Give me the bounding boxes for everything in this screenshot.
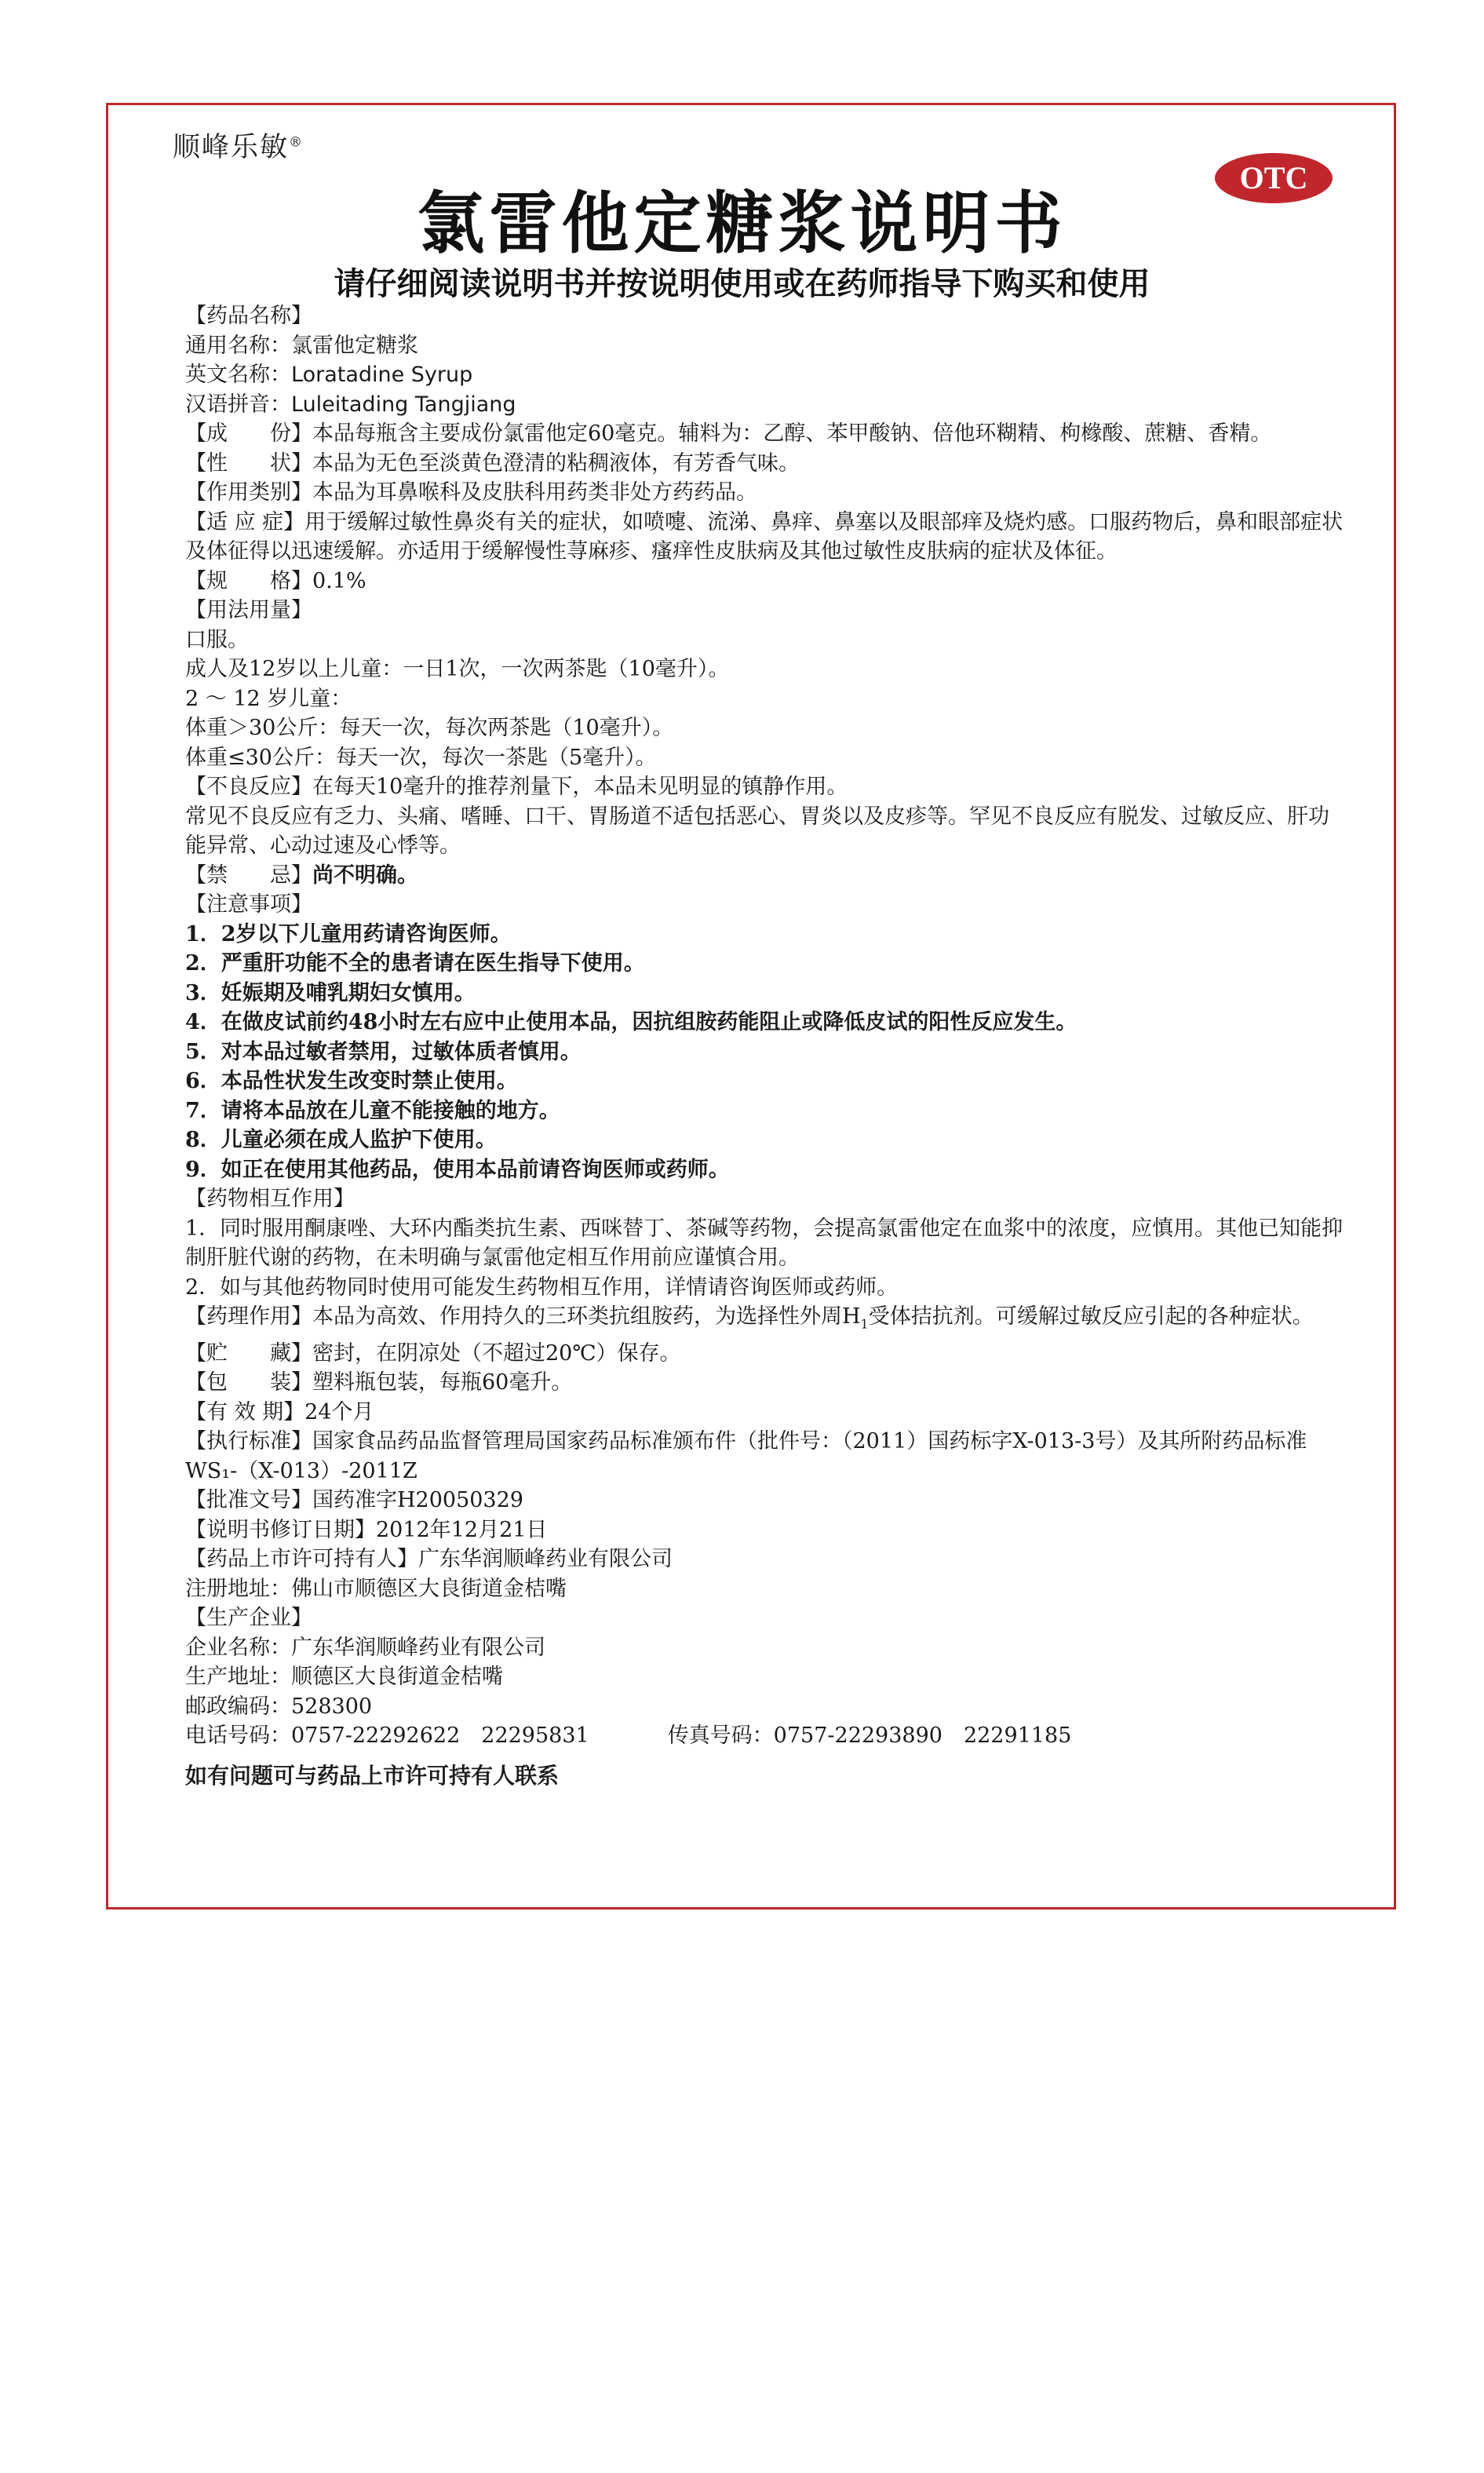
contact-row bbox=[185, 1721, 1347, 1751]
usage-warning: 请仔细阅读说明书并按说明使用或在药师指导下购买和使用 bbox=[334, 265, 1150, 302]
postal-code: 邮政编码：528300 bbox=[185, 1694, 373, 1719]
standard-row bbox=[185, 1427, 1347, 1486]
spec-label: 【规 格】 bbox=[185, 568, 312, 593]
package-row bbox=[185, 1368, 1347, 1398]
category-row bbox=[185, 478, 1347, 508]
standard-text: 国家食品药品监督管理局国家药品标准颁布件（批件号：（2011）国药标字X-013-3号）及其所附药品标准WS₁-（X-013）-2011Z bbox=[185, 1429, 1307, 1483]
approval-label: 【批准文号】 bbox=[185, 1488, 312, 1513]
precaution-item: 2．严重肝功能不全的患者请在医生指导下使用。 bbox=[185, 951, 645, 976]
precaution-item: 9．如正在使用其他药品，使用本品前请咨询医师或药师。 bbox=[185, 1157, 730, 1182]
usage-line: 2 ～ 12 岁儿童： bbox=[185, 686, 352, 711]
package-label: 【包 装】 bbox=[185, 1370, 312, 1395]
precaution-item: 6．本品性状发生改变时禁止使用。 bbox=[185, 1069, 518, 1093]
company-name: 企业名称：广东华润顺峰药业有限公司 bbox=[185, 1635, 545, 1660]
validity-label: 【有 效 期】 bbox=[185, 1399, 305, 1424]
mah-label: 【药品上市许可持有人】 bbox=[185, 1547, 418, 1572]
pinyin-name-row bbox=[185, 390, 1347, 420]
pharmacology-row bbox=[185, 1302, 1347, 1339]
revision-label: 【说明书修订日期】 bbox=[185, 1517, 376, 1542]
character-label: 【性 状】 bbox=[185, 450, 312, 476]
adverse-more: 常见不良反应有乏力、头痛、嗜睡、口干、胃肠道不适包括恶心、胃炎以及皮疹等。罕见不良反应有脱发、过敏反应、肝功能异常、心动过速及心悸等。 bbox=[185, 804, 1329, 858]
precaution-item: 4．在做皮试前约48小时左右应中止使用本品，因抗组胺药能阻止或降低皮试的阳性反应发生。 bbox=[185, 1010, 1077, 1034]
approval-row bbox=[185, 1486, 1347, 1516]
usage-line: 口服。 bbox=[185, 627, 249, 652]
character-row bbox=[185, 449, 1347, 479]
revision-text: 2012年12月21日 bbox=[376, 1517, 548, 1542]
precaution-item: 3．妊娠期及哺乳期妇女慎用。 bbox=[185, 980, 476, 1005]
leaflet-content bbox=[185, 301, 1347, 1792]
pharmacology-text-a: 本品为高效、作用持久的三环类抗组胺药，为选择性外周H bbox=[312, 1304, 861, 1329]
character-text: 本品为无色至淡黄色澄清的粘稠液体，有芳香气味。 bbox=[312, 450, 800, 476]
registered-address: 注册地址：佛山市顺德区大良街道金桔嘴 bbox=[185, 1576, 567, 1601]
usage-line: 成人及12岁以上儿童：一日1次，一次两茶匙（10毫升）。 bbox=[185, 657, 730, 681]
adverse-row bbox=[185, 772, 1347, 802]
english-name: Loratadine Syrup bbox=[291, 363, 473, 387]
usage-line: 体重＞30公斤：每天一次，每次两茶匙（10毫升）。 bbox=[185, 716, 674, 740]
pharmacology-text-b: 受体拮抗剂。可缓解过敏反应引起的各种症状。 bbox=[868, 1304, 1314, 1329]
section-header-drug-name: 【药品名称】 bbox=[185, 304, 312, 328]
otc-badge: OTC bbox=[1215, 153, 1333, 203]
storage-row bbox=[185, 1339, 1347, 1369]
production-address: 生产地址：顺德区大良街道金桔嘴 bbox=[185, 1665, 503, 1690]
generic-name: 通用名称：氯雷他定糖浆 bbox=[185, 333, 418, 358]
section-header-interactions: 【药物相互作用】 bbox=[185, 1187, 355, 1211]
section-header-manufacturer: 【生产企业】 bbox=[185, 1606, 312, 1631]
pinyin-name: Luleitading Tangjiang bbox=[291, 392, 516, 417]
adverse-label: 【不良反应】 bbox=[185, 775, 312, 799]
english-name-label: 英文名称： bbox=[185, 363, 291, 387]
mah-row bbox=[185, 1545, 1347, 1574]
composition-label: 【成 份】 bbox=[185, 421, 312, 446]
interaction-item: 1．同时服用酮康唑、大环内酯类抗生素、西咪替丁、茶碱等药物，会提高氯雷他定在血浆中的浓度，应慎用。其他已知能抑制肝脏代谢的药物，在未明确与氯雷他定相互作用前应谨慎合用。 bbox=[185, 1216, 1344, 1270]
brand-logo bbox=[173, 126, 304, 165]
validity-row bbox=[185, 1398, 1347, 1428]
document-title: 氯雷他定糖浆说明书 bbox=[417, 184, 1067, 263]
indication-text: 用于缓解过敏性鼻炎有关的症状，如喷嚏、流涕、鼻痒、鼻塞以及眼部痒及烧灼感。口服药物后，鼻和眼部症状及体征得以迅速缓解。亦适用于缓解慢性荨麻疹、瘙痒性皮肤病及其他过敏性皮肤病的症状及体征。 bbox=[185, 509, 1344, 564]
interaction-item: 2．如与其他药物同时使用可能发生药物相互作用，详情请咨询医师或药师。 bbox=[185, 1275, 899, 1300]
indication-row bbox=[185, 508, 1347, 567]
composition-text: 本品每瓶含主要成份氯雷他定60毫克。辅料为：乙醇、苯甲酸钠、倍他环糊精、枸橼酸、蔗糖、香精。 bbox=[312, 421, 1272, 446]
category-text: 本品为耳鼻喉科及皮肤科用药类非处方药药品。 bbox=[312, 480, 757, 505]
storage-text: 密封，在阴凉处（不超过20℃）保存。 bbox=[312, 1340, 681, 1366]
package-text: 塑料瓶包装，每瓶60毫升。 bbox=[312, 1370, 573, 1395]
revision-row bbox=[185, 1516, 1347, 1545]
pinyin-name-label: 汉语拼音： bbox=[185, 392, 291, 417]
pharmacology-subscript: 1 bbox=[860, 1316, 869, 1332]
spec-row bbox=[185, 567, 1347, 596]
category-label: 【作用类别】 bbox=[185, 480, 312, 505]
precaution-item: 5．对本品过敏者禁用，过敏体质者慎用。 bbox=[185, 1039, 582, 1064]
spec-text: 0.1% bbox=[312, 568, 366, 593]
footer-contact-note: 如有问题可与药品上市许可持有人联系 bbox=[185, 1762, 560, 1789]
phone-number: 电话号码：0757-22292622 22295831 bbox=[185, 1723, 589, 1749]
validity-text: 24个月 bbox=[304, 1399, 374, 1424]
registered-mark: ® bbox=[289, 134, 304, 151]
section-header-precautions: 【注意事项】 bbox=[185, 892, 312, 917]
approval-text: 国药准字H20050329 bbox=[312, 1488, 523, 1513]
storage-label: 【贮 藏】 bbox=[185, 1340, 312, 1366]
standard-label: 【执行标准】 bbox=[185, 1429, 312, 1454]
indication-label: 【适 应 症】 bbox=[185, 509, 305, 534]
precaution-item: 8．儿童必须在成人监护下使用。 bbox=[185, 1128, 497, 1152]
fax-number: 传真号码：0757-22293890 22291185 bbox=[667, 1723, 1072, 1749]
contraindication-label: 【禁 忌】 bbox=[185, 863, 312, 888]
contraindication-row bbox=[185, 861, 1347, 891]
brand-name: 顺峰乐敏 bbox=[173, 132, 290, 163]
precaution-item: 7．请将本品放在儿童不能接触的地方。 bbox=[185, 1098, 560, 1123]
section-header-usage: 【用法用量】 bbox=[185, 598, 312, 622]
english-name-row bbox=[185, 360, 1347, 390]
mah-text: 广东华润顺峰药业有限公司 bbox=[418, 1547, 673, 1572]
composition-row bbox=[185, 419, 1347, 449]
precaution-item: 1．2岁以下儿童用药请咨询医师。 bbox=[185, 921, 512, 947]
pharmacology-label: 【药理作用】 bbox=[185, 1304, 312, 1329]
contraindication-text: 尚不明确。 bbox=[312, 863, 418, 888]
adverse-text: 在每天10毫升的推荐剂量下，本品未见明显的镇静作用。 bbox=[312, 775, 848, 799]
usage-line: 体重≤30公斤：每天一次，每次一茶匙（5毫升）。 bbox=[185, 745, 657, 770]
